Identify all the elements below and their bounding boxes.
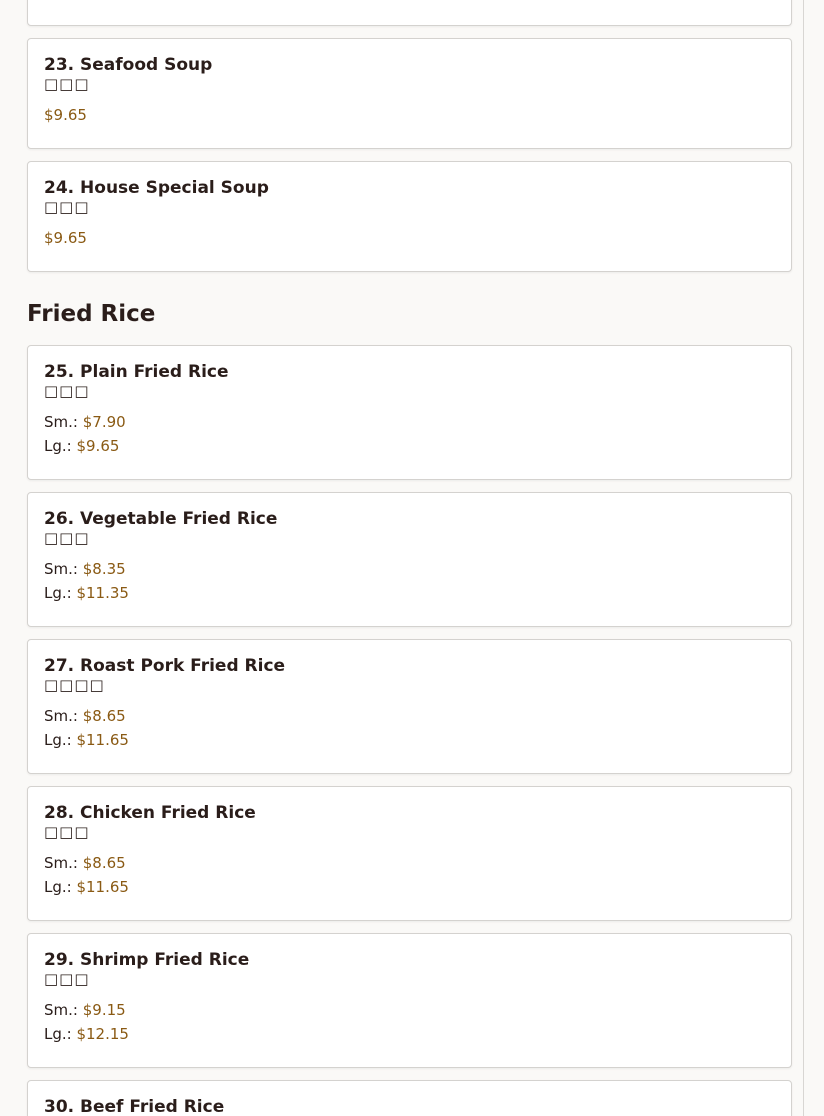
price-label-large: Lg.: xyxy=(44,437,77,455)
item-title: 27. Roast Pork Fried Rice xyxy=(44,656,286,676)
item-price-large: $12.15 xyxy=(76,1025,129,1043)
item-title: 28. Chicken Fried Rice xyxy=(44,803,256,823)
item-title: 24. House Special Soup xyxy=(44,178,269,198)
item-title: 30. Beef Fried Rice xyxy=(44,1097,225,1116)
item-price-row-small xyxy=(44,1000,775,1024)
item-price-large: $9.65 xyxy=(76,437,120,455)
item-price-row-small xyxy=(44,559,775,583)
item-price-row-large xyxy=(44,436,775,460)
item-chinese-name: □□□ xyxy=(44,198,90,216)
item-title: 26. Vegetable Fried Rice xyxy=(44,509,278,529)
item-price-row-small xyxy=(44,853,775,877)
item-title: 29. Shrimp Fried Rice xyxy=(44,950,250,970)
item-chinese-name: □□□ xyxy=(44,529,90,547)
item-chinese-name: □□□ xyxy=(44,970,90,988)
item-title: 25. Plain Fried Rice xyxy=(44,362,229,382)
item-price-large: $11.65 xyxy=(76,731,129,749)
scroll-edge-divider xyxy=(803,0,804,1116)
item-price-large: $11.35 xyxy=(76,584,129,602)
item-chinese-name: □□□ xyxy=(44,823,90,841)
item-price-row xyxy=(44,105,775,129)
item-price-row-small xyxy=(44,412,775,436)
price-label-large: Lg.: xyxy=(44,731,77,749)
section-heading-fried-rice: Fried Rice xyxy=(27,301,156,327)
item-chinese-name: □□□□ xyxy=(44,676,105,694)
menu-item-card[interactable] xyxy=(27,786,792,921)
item-title: 23. Seafood Soup xyxy=(44,55,213,75)
item-price-small: $7.90 xyxy=(82,413,126,431)
price-label-large: Lg.: xyxy=(44,1025,77,1043)
menu-item-card[interactable] xyxy=(27,0,792,26)
item-price: $9.65 xyxy=(44,229,87,247)
menu-item-card[interactable] xyxy=(27,345,792,480)
item-price-small: $9.15 xyxy=(82,1001,126,1019)
price-label-large: Lg.: xyxy=(44,584,77,602)
item-price-row-large xyxy=(44,730,775,754)
menu-content xyxy=(27,0,792,1116)
price-label-large: Lg.: xyxy=(44,878,77,896)
menu-item-card[interactable] xyxy=(27,639,792,774)
item-price-row-large xyxy=(44,877,775,901)
price-label-small: Sm.: xyxy=(44,560,83,578)
item-price-small: $8.65 xyxy=(82,854,126,872)
menu-item-card[interactable] xyxy=(27,38,792,149)
menu-item-card[interactable] xyxy=(27,933,792,1068)
item-price-row xyxy=(44,228,775,252)
item-chinese-name: □□□ xyxy=(44,382,90,400)
item-price: $9.65 xyxy=(44,106,87,124)
item-price-large: $11.65 xyxy=(76,878,129,896)
menu-item-card[interactable] xyxy=(27,492,792,627)
price-label-small: Sm.: xyxy=(44,1001,83,1019)
item-price-row-large xyxy=(44,583,775,607)
item-chinese-name: □□□ xyxy=(44,75,90,93)
item-price-row-large xyxy=(44,1024,775,1048)
item-price-small: $8.65 xyxy=(82,707,126,725)
item-price-row-small xyxy=(44,706,775,730)
menu-item-card[interactable] xyxy=(27,1080,792,1116)
price-label-small: Sm.: xyxy=(44,854,83,872)
price-label-small: Sm.: xyxy=(44,707,83,725)
price-label-small: Sm.: xyxy=(44,413,83,431)
menu-item-card[interactable] xyxy=(27,161,792,272)
item-price-small: $8.35 xyxy=(82,560,126,578)
